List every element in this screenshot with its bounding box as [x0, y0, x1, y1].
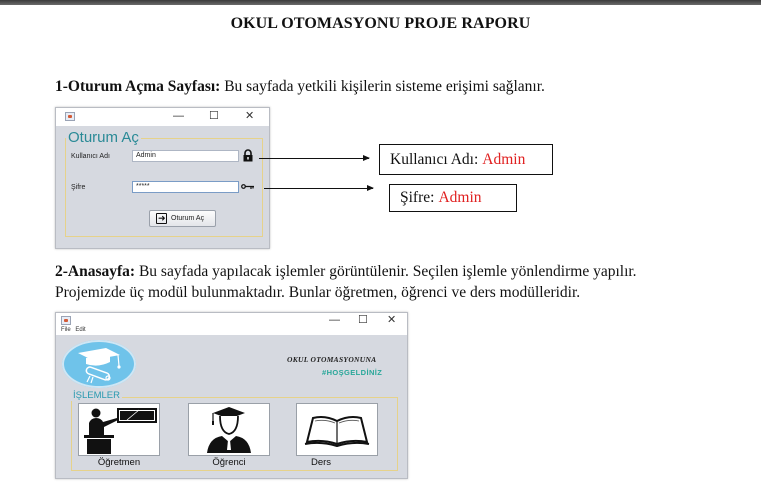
teacher-module-label: Öğretmen [97, 457, 141, 468]
teacher-icon [79, 404, 159, 455]
login-button-label: Oturum Aç [171, 215, 205, 222]
login-button[interactable] [149, 210, 216, 227]
student-module-label: Öğrenci [212, 457, 246, 468]
key-icon [241, 184, 255, 190]
viewer-top-bar [0, 0, 761, 5]
username-input[interactable]: Admin [132, 150, 239, 162]
login-window-titlebar [56, 108, 269, 126]
password-callout-label: Şifre: [400, 189, 435, 206]
minimize-button[interactable]: — [173, 110, 184, 122]
welcome-subtitle: #HOŞGELDİNİZ [322, 368, 383, 377]
section2-paragraph-line1 [55, 262, 637, 282]
password-arrow [264, 188, 373, 189]
section1-heading: 1-Oturum Açma Sayfası: [55, 78, 221, 95]
close-button[interactable]: ✕ [245, 110, 255, 122]
section2-paragraph-line2: Projemizde üç modül bulunmaktadır. Bunlar öğretmen, öğrenci ve ders modülleridir. [55, 284, 581, 301]
password-callout-value: Admin [438, 189, 482, 206]
main-window-titlebar [56, 313, 407, 335]
graduation-cap-icon [62, 340, 136, 388]
welcome-title: OKUL OTOMASYONUNA [287, 355, 377, 364]
maximize-button[interactable]: ☐ [209, 110, 219, 122]
password-label: Şifre [71, 184, 86, 191]
enter-icon [156, 213, 167, 224]
section2-heading: 2-Anasayfa: [55, 263, 136, 280]
username-callout-value: Admin [482, 150, 526, 168]
menu-bar [61, 327, 86, 333]
section1-text: Bu sayfada yetkili kişilerin sisteme erişimi sağlanır. [220, 78, 545, 95]
course-module-button[interactable] [296, 403, 378, 456]
menu-edit[interactable]: Edit [75, 327, 86, 333]
lock-icon [242, 149, 254, 162]
java-app-icon [65, 112, 75, 121]
maximize-button[interactable]: ☐ [358, 314, 368, 326]
student-module-button[interactable] [188, 403, 270, 456]
course-module-label: Ders [310, 457, 332, 468]
document-title: OKUL OTOMASYONU PROJE RAPORU [230, 15, 531, 32]
login-window [55, 107, 270, 249]
login-group-title: Oturum Aç [68, 129, 139, 146]
main-window [55, 312, 408, 479]
school-logo [62, 340, 136, 388]
menu-file[interactable]: File [61, 327, 71, 333]
username-label: Kullanıcı Adı [71, 153, 110, 160]
username-callout-label: Kullanıcı Adı: [390, 150, 479, 168]
username-arrow [259, 158, 369, 159]
close-button[interactable]: ✕ [387, 314, 397, 326]
section1-paragraph [55, 77, 545, 97]
password-input[interactable]: ***** [132, 181, 239, 193]
minimize-button[interactable]: — [329, 314, 340, 326]
operations-group-title: İŞLEMLER [73, 390, 120, 401]
java-app-icon [61, 316, 71, 325]
student-icon [189, 404, 269, 455]
teacher-module-button[interactable] [78, 403, 160, 456]
book-icon [297, 404, 377, 455]
password-callout [389, 184, 517, 212]
username-callout [379, 144, 553, 175]
section2-text-line1: Bu sayfada yapılacak işlemler görüntülenir. Seçilen işlemle yönlendirme yapılır. [135, 263, 637, 280]
